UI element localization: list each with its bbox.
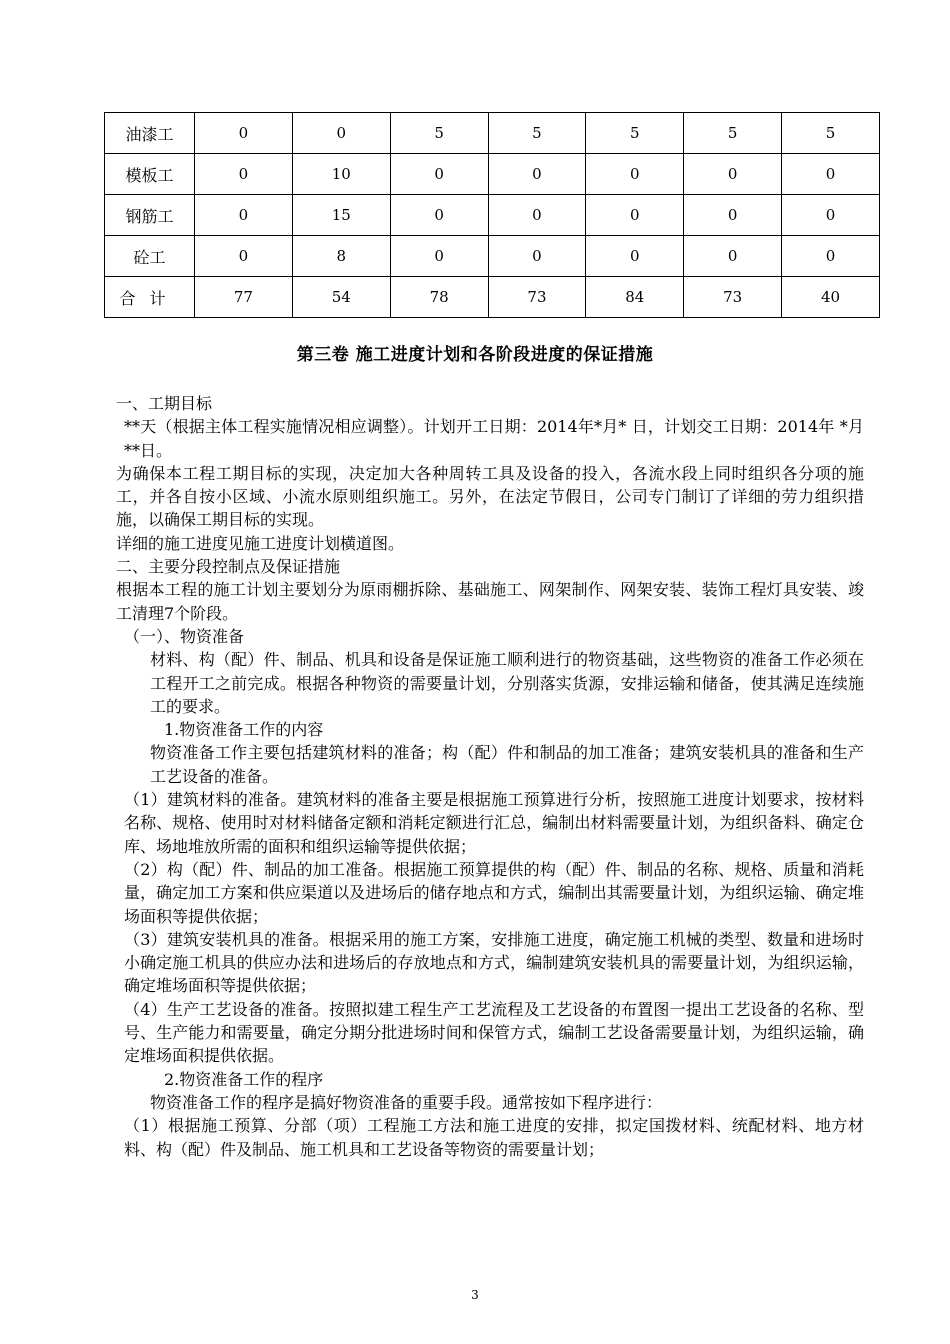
paragraph: 详细的施工进度见施工进度计划横道图。 <box>116 533 405 553</box>
paragraph: （1）根据施工预算、分部（项）工程施工方法和施工进度的安排，拟定国拨材料、统配材料、地方材料、构（配）件及制品、施工机具和工艺设备等物资的需要量计划； <box>124 1116 864 1159</box>
table-cell: 5 <box>488 113 586 154</box>
subheading-content: 1.物资准备工作的内容 <box>164 720 324 740</box>
section-title: 第三卷 施工进度计划和各阶段进度的保证措施 <box>296 345 654 365</box>
row-label: 油漆工 <box>105 113 195 154</box>
table-row <box>105 236 880 277</box>
table-row <box>105 277 880 318</box>
table-cell: 0 <box>488 154 586 195</box>
table-cell: 0 <box>390 154 488 195</box>
table-cell: 40 <box>782 277 880 318</box>
table-cell: 77 <box>195 277 293 318</box>
table-cell: 0 <box>684 236 782 277</box>
table-cell: 0 <box>684 154 782 195</box>
table-cell: 73 <box>684 277 782 318</box>
paragraph: 为确保本工程工期目标的实现，决定加大各种周转工具及设备的投入，各流水段上同时组织各分项的施工，并各自按小区域、小流水原则组织施工。另外，在法定节假日，公司专门制订了详细的劳力组织措施，以确保工期目标的实现。 <box>116 463 864 530</box>
paragraph: 物资准备工作主要包括建筑材料的准备；构（配）件和制品的加工准备；建筑安装机具的准备和生产工艺设备的准备。 <box>150 743 864 786</box>
paragraph: 根据本工程的施工计划主要划分为原雨棚拆除、基础施工、网架制作、网架安装、装饰工程灯具安装、竣工清理7个阶段。 <box>116 580 864 623</box>
table-cell: 0 <box>292 113 390 154</box>
table-cell: 54 <box>292 277 390 318</box>
table-cell: 8 <box>292 236 390 277</box>
table-cell: 0 <box>684 195 782 236</box>
table-cell: 73 <box>488 277 586 318</box>
table-cell: 0 <box>782 154 880 195</box>
table-cell: 0 <box>586 236 684 277</box>
row-label: 模板工 <box>105 154 195 195</box>
paragraph: （2）构（配）件、制品的加工准备。根据施工预算提供的构（配）件、制品的名称、规格、质量和消耗量，确定加工方案和供应渠道以及进场后的储存地点和方式，编制出其需要量计划，为组织运输、确定堆场面积等提供依据； <box>124 859 864 926</box>
table-cell: 5 <box>586 113 684 154</box>
page-number: 3 <box>471 1288 479 1302</box>
paragraph: （4）生产工艺设备的准备。按照拟建工程生产工艺流程及工艺设备的布置图一提出工艺设备的名称、型号、生产能力和需要量，确定分期分批进场时间和保管方式，编制工艺设备需要量计划，为组织运输，确定堆场面积提供依据。 <box>124 999 864 1066</box>
table-cell: 0 <box>195 195 293 236</box>
paragraph: 材料、构（配）件、制品、机具和设备是保证施工顺利进行的物资基础，这些物资的准备工作必须在工程开工之前完成。根据各种物资的需要量计划，分别落实货源，安排运输和储备，使其满足连续施工的要求。 <box>150 650 864 716</box>
table-cell: 0 <box>782 195 880 236</box>
table-cell: 0 <box>488 236 586 277</box>
row-label: 钢筋工 <box>105 195 195 236</box>
table-cell: 10 <box>292 154 390 195</box>
subheading-procedure: 2.物资准备工作的程序 <box>164 1069 324 1089</box>
table-cell: 5 <box>684 113 782 154</box>
table-cell: 0 <box>195 154 293 195</box>
table-cell: 84 <box>586 277 684 318</box>
table-cell: 5 <box>782 113 880 154</box>
heading-schedule-goal: 一、工期目标 <box>116 394 213 413</box>
body-text <box>116 392 864 1161</box>
table-row <box>105 154 880 195</box>
table-row <box>105 113 880 154</box>
table-cell: 0 <box>586 154 684 195</box>
heading-control-points: 二、主要分段控制点及保证措施 <box>116 557 341 577</box>
table-cell: 0 <box>586 195 684 236</box>
table-cell: 0 <box>195 236 293 277</box>
table-cell: 0 <box>390 195 488 236</box>
labor-table <box>104 112 880 318</box>
paragraph: **天（根据主体工程实施情况相应调整）。计划开工日期：2014年*月* 日，计划交工日期：2014年 *月**日。 <box>124 417 864 460</box>
table-cell: 0 <box>488 195 586 236</box>
subheading-material-prep: （一）、物资准备 <box>124 626 245 646</box>
paragraph: （3）建筑安装机具的准备。根据采用的施工方案，安排施工进度，确定施工机械的类型、数量和进场时小确定施工机具的供应办法和进场后的存放地点和方式，编制建筑安装机具的需要量计划，为组织运输，确定堆场面积等提供依据； <box>124 929 864 996</box>
table-cell: 0 <box>782 236 880 277</box>
row-label: 砼工 <box>105 236 195 277</box>
table-cell: 5 <box>390 113 488 154</box>
paragraph: （1）建筑材料的准备。建筑材料的准备主要是根据施工预算进行分析，按照施工进度计划要求，按材料名称、规格、使用时对材料储备定额和消耗定额进行汇总，编制出材料需要量计划，为组织备料、确定仓库、场地堆放所需的面积和组织运输等提供依据； <box>124 790 864 856</box>
table-cell: 0 <box>390 236 488 277</box>
table-cell: 15 <box>292 195 390 236</box>
table-cell: 0 <box>195 113 293 154</box>
row-label: 合计 <box>105 277 195 318</box>
table-cell: 78 <box>390 277 488 318</box>
table-row <box>105 195 880 236</box>
paragraph: 物资准备工作的程序是搞好物资准备的重要手段。通常按如下程序进行： <box>150 1092 663 1112</box>
